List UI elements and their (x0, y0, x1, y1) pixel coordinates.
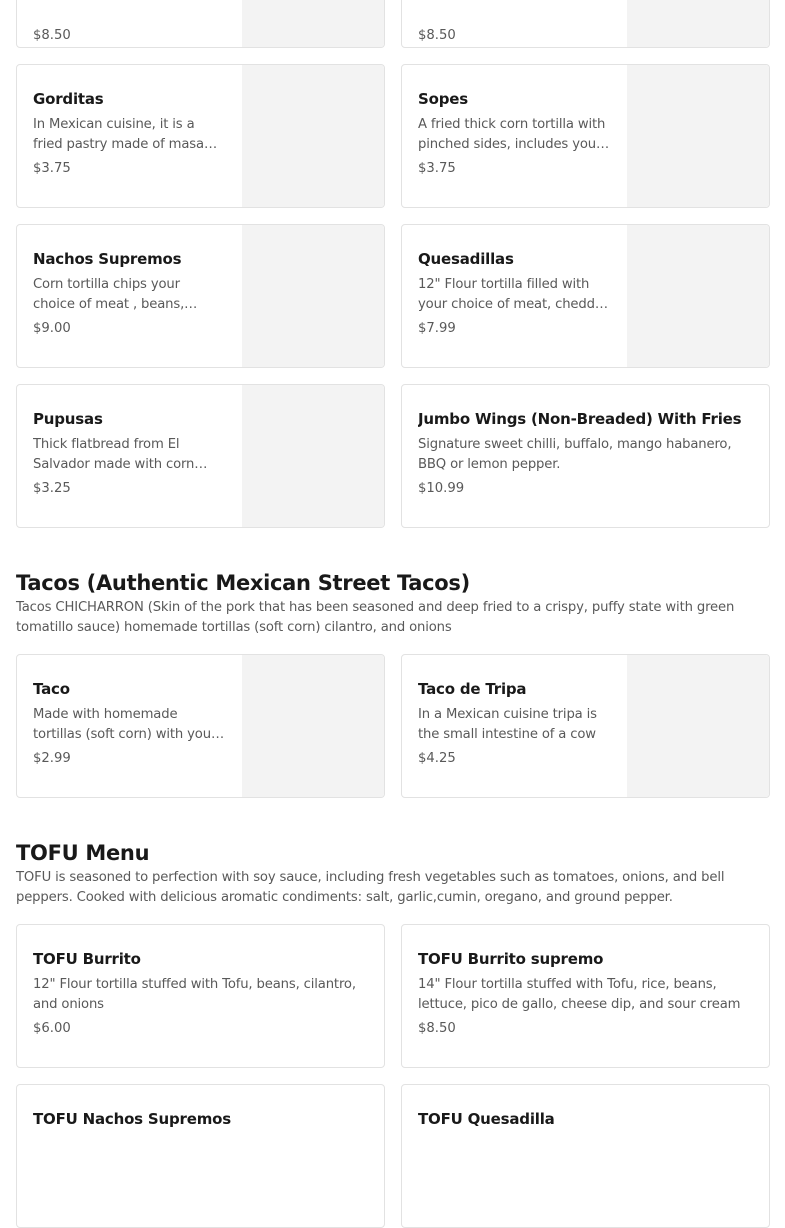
section-title-tofu: TOFU Menu (16, 841, 150, 865)
menu-item-card-taco[interactable] (16, 654, 385, 798)
menu-item-card-tofu-nachos-supremos[interactable] (16, 1084, 385, 1228)
menu-item-text (418, 1109, 748, 1129)
menu-item-image (242, 0, 384, 47)
menu-item-image (242, 655, 384, 797)
menu-item-price: $8.50 (418, 1021, 456, 1036)
menu-item-image (627, 655, 769, 797)
menu-item-card-tofu-burrito[interactable] (16, 924, 385, 1068)
menu-item-price: $3.75 (418, 161, 456, 176)
menu-item-name: Nachos Supremos (33, 250, 182, 268)
menu-item-text (33, 89, 225, 179)
menu-item-text (33, 949, 363, 1039)
menu-item-image (242, 225, 384, 367)
menu-item-name: TOFU Burrito (33, 950, 141, 968)
menu-item-name: TOFU Burrito supremo (418, 950, 604, 968)
menu-item-text (418, 409, 748, 499)
menu-item-name: Pupusas (33, 410, 103, 428)
menu-item-price: $3.75 (33, 161, 71, 176)
menu-item-card-sopes[interactable] (401, 64, 770, 208)
menu-item-price: $7.99 (418, 321, 456, 336)
menu-item-card-pupusas[interactable] (16, 384, 385, 528)
menu-item-text (418, 249, 610, 339)
menu-item-description: Made with homemade tortillas (soft corn) with your (33, 707, 217, 742)
menu-item-text (418, 89, 610, 179)
menu-item-name: TOFU Nachos Supremos (33, 1110, 231, 1128)
menu-item-description: Thick flatbread from El Salvador made with corn (33, 437, 195, 472)
menu-item-name: Taco (33, 680, 70, 698)
menu-item-price: $4.25 (418, 751, 456, 766)
menu-item-image (242, 65, 384, 207)
menu-item-description: Signature sweet chilli, buffalo, mango habanero, BBQ or lemon pepper. (418, 437, 732, 472)
menu-item-name: Gorditas (33, 90, 104, 108)
menu-item-card-taco-de-tripa[interactable] (401, 654, 770, 798)
section-title-tacos: Tacos (Authentic Mexican Street Tacos) (16, 571, 470, 595)
menu-item-price: $2.99 (33, 751, 71, 766)
menu-item-description: In a Mexican cuisine tripa is the small intestine of a cow (418, 707, 597, 742)
menu-item-card-quesadillas[interactable] (401, 224, 770, 368)
menu-item-text (33, 249, 225, 339)
menu-item-card-tofu-quesadilla[interactable] (401, 1084, 770, 1228)
section-description-tacos: Tacos CHICHARRON (Skin of the pork that has been seasoned and deep fried to a crispy, puffy state with green tomatillo sauce) homemade tortillas (soft corn) cilantro, and onions (16, 600, 735, 635)
menu-item-name: Jumbo Wings (Non-Breaded) With Fries (418, 410, 742, 428)
menu-item-text (418, 679, 610, 769)
menu-item-description: A fried thick corn tortilla with pinched sides, includes your (418, 117, 606, 152)
menu-item-name: TOFU Quesadilla (418, 1110, 555, 1128)
menu-item-price: $6.00 (33, 1021, 71, 1036)
menu-item-card-gorditas[interactable] (16, 64, 385, 208)
menu-item-text (418, 949, 748, 1039)
menu-item-text (33, 1109, 363, 1129)
menu-item-description: Corn tortilla chips your choice of meat , beans, (33, 277, 185, 312)
menu-item-image (627, 225, 769, 367)
menu-item-name: Sopes (418, 90, 468, 108)
menu-item-card-jumbo-wings[interactable] (401, 384, 770, 528)
menu-item-card-nachos-supremos[interactable] (16, 224, 385, 368)
menu-item-image (242, 385, 384, 527)
menu-item-name: Quesadillas (418, 250, 514, 268)
menu-item-text (33, 409, 225, 499)
menu-item-description: 14" Flour tortilla stuffed with Tofu, rice, beans, lettuce, pico de gallo, cheese dip, and sour cream (418, 977, 741, 1012)
menu-item-description: In Mexican cuisine, it is a fried pastry made of masa (33, 117, 204, 152)
menu-item-price: $8.50 (33, 28, 71, 43)
menu-item-description: 12" Flour tortilla stuffed with Tofu, beans, cilantro, and onions (33, 977, 356, 1012)
menu-item-text (33, 679, 225, 769)
menu-item-price: $8.50 (418, 28, 456, 43)
menu-item-price: $10.99 (418, 481, 465, 496)
menu-item-image (627, 65, 769, 207)
menu-item-price: $9.00 (33, 321, 71, 336)
menu-item-image (627, 0, 769, 47)
menu-item-card-tofu-burrito-supremo[interactable] (401, 924, 770, 1068)
menu-item-card[interactable] (16, 0, 385, 48)
section-description-tofu: TOFU is seasoned to perfection with soy sauce, including fresh vegetables such as tomatoes, onions, and bell peppers. Cooked with delicious aromatic condiments: salt, garlic,cumin, oregano, and ground pepper. (16, 870, 725, 905)
menu-item-description: 12" Flour tortilla filled with your choice of meat, cheddar (418, 277, 609, 312)
menu-item-card[interactable] (401, 0, 770, 48)
menu-item-name: Taco de Tripa (418, 680, 527, 698)
menu-item-price: $3.25 (33, 481, 71, 496)
